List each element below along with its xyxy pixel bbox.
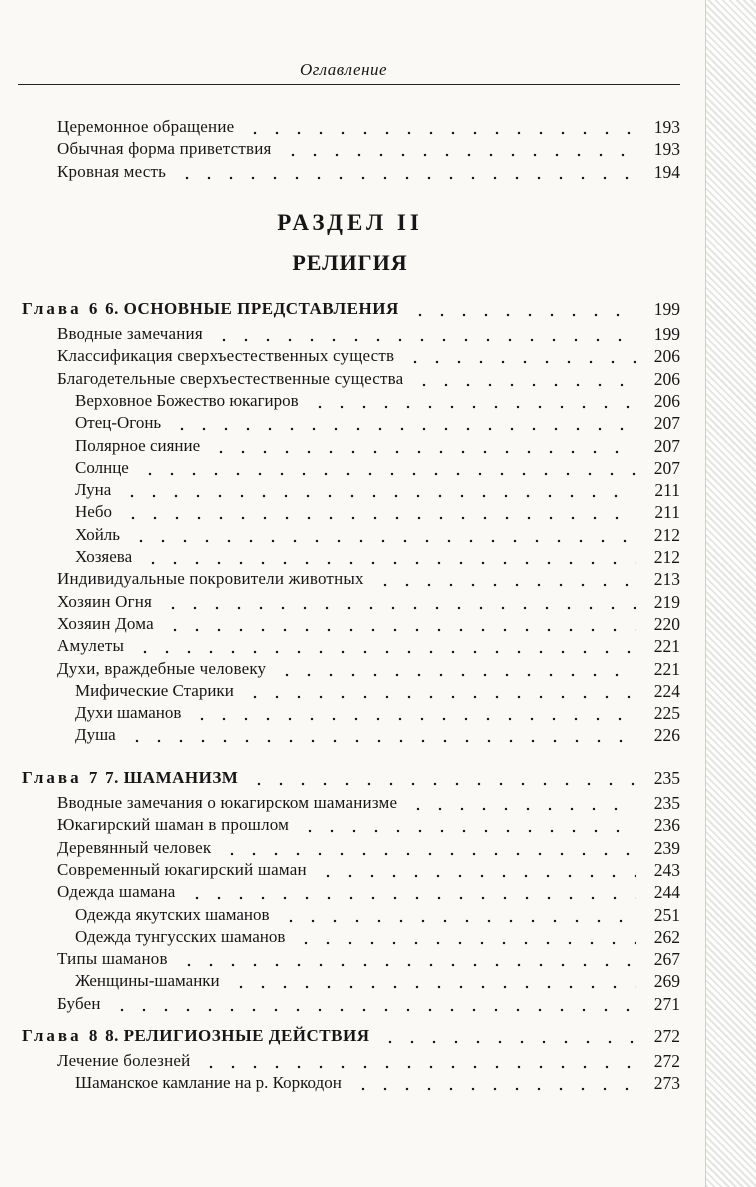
page-number: 236 bbox=[653, 815, 680, 836]
entry-title: Небо bbox=[75, 501, 118, 523]
leader-dots bbox=[191, 702, 635, 724]
entry-title: Индивидуальные покровители животных bbox=[57, 568, 370, 590]
leader-dots bbox=[244, 116, 635, 138]
entry-title: Хозяин Огня bbox=[57, 591, 158, 613]
leader-dots bbox=[130, 524, 636, 546]
page-number: 221 bbox=[653, 636, 680, 657]
toc-entry bbox=[75, 412, 680, 434]
leader-dots bbox=[276, 658, 636, 680]
toc-entry bbox=[57, 881, 680, 903]
toc-entry bbox=[57, 613, 680, 635]
toc-entry bbox=[57, 859, 680, 881]
toc-entry bbox=[75, 546, 680, 568]
page-number: 199 bbox=[653, 324, 680, 344]
entry-title: Обычная форма приветствия bbox=[57, 138, 278, 160]
page-number: 193 bbox=[653, 117, 680, 137]
toc-entry bbox=[75, 501, 680, 523]
section-title: РЕЛИГИЯ bbox=[292, 250, 408, 275]
toc-entry bbox=[57, 568, 680, 590]
page-number: 225 bbox=[653, 703, 680, 724]
page-number: 194 bbox=[653, 161, 680, 182]
leader-dots bbox=[317, 859, 636, 881]
toc-entry bbox=[57, 792, 680, 814]
leader-dots bbox=[352, 1072, 636, 1094]
toc-entry bbox=[57, 837, 680, 859]
entry-title: Одежда шамана bbox=[57, 881, 182, 903]
page-number: 193 bbox=[653, 139, 680, 160]
toc-entry bbox=[75, 390, 680, 412]
entry-title: Шаманское камлание на р. Коркодон bbox=[75, 1072, 348, 1094]
leader-dots bbox=[282, 138, 636, 160]
entry-title: Луна bbox=[75, 479, 117, 501]
leader-dots bbox=[309, 390, 636, 412]
header-rule bbox=[18, 84, 680, 85]
page-number: 224 bbox=[653, 680, 680, 701]
leader-dots bbox=[374, 568, 636, 590]
toc-entry bbox=[57, 948, 680, 970]
page-number: 207 bbox=[653, 435, 680, 456]
page-number: 213 bbox=[653, 569, 680, 590]
leader-dots bbox=[230, 970, 636, 992]
page-number: 206 bbox=[653, 390, 680, 411]
toc-entry bbox=[57, 1050, 680, 1072]
entry-title: Глава 8 8. РЕЛИГИОЗНЫЕ ДЕЙСТВИЯ bbox=[22, 1025, 375, 1047]
leader-dots bbox=[162, 591, 636, 613]
page-number: 207 bbox=[653, 457, 680, 478]
page-number: 220 bbox=[653, 613, 680, 634]
page-number: 235 bbox=[653, 768, 680, 788]
leader-dots bbox=[404, 345, 635, 367]
leader-dots bbox=[121, 479, 636, 501]
entry-title: Бубен bbox=[57, 993, 107, 1015]
toc-entry bbox=[75, 970, 680, 992]
entry-title: Глава 7 7. ШАМАНИЗМ bbox=[22, 767, 244, 789]
page-number: 211 bbox=[654, 502, 680, 523]
toc-entry bbox=[75, 724, 680, 746]
page-number: 269 bbox=[653, 971, 680, 992]
toc-entry bbox=[75, 1072, 680, 1094]
toc-entry bbox=[57, 658, 680, 680]
toc-entry bbox=[75, 479, 680, 501]
page-number: 221 bbox=[653, 658, 680, 679]
page-number: 243 bbox=[653, 859, 680, 880]
leader-dots bbox=[186, 881, 636, 903]
entry-title: Женщины-шаманки bbox=[75, 970, 226, 992]
entry-title: Хойль bbox=[75, 524, 126, 546]
page-number: 212 bbox=[653, 547, 680, 567]
entry-title: Одежда якутских шаманов bbox=[75, 904, 276, 926]
leader-dots bbox=[142, 546, 636, 568]
entry-title: Духи, враждебные человеку bbox=[57, 658, 272, 680]
toc-entry bbox=[57, 635, 680, 657]
leader-dots bbox=[178, 948, 636, 970]
leader-dots bbox=[295, 926, 635, 948]
chapter-heading bbox=[22, 767, 680, 789]
leader-dots bbox=[407, 792, 636, 814]
entry-title: Лечение болезней bbox=[57, 1050, 196, 1072]
leader-dots bbox=[244, 680, 636, 702]
running-head: Оглавление bbox=[300, 60, 388, 79]
page-number: 226 bbox=[653, 725, 680, 746]
page-number: 267 bbox=[653, 949, 680, 970]
leader-dots bbox=[379, 1025, 635, 1047]
entry-title: Духи шаманов bbox=[75, 702, 187, 724]
toc-entry bbox=[57, 368, 680, 390]
toc-entry bbox=[75, 524, 680, 546]
entry-title: Мифические Старики bbox=[75, 680, 240, 702]
page-number: 206 bbox=[653, 368, 680, 389]
entry-title: Церемонное обращение bbox=[57, 116, 240, 138]
page-number: 272 bbox=[653, 1026, 680, 1046]
leader-dots bbox=[176, 161, 636, 183]
section-number: РАЗДЕЛ II bbox=[277, 210, 423, 235]
page-edge bbox=[705, 0, 756, 1187]
leader-dots bbox=[299, 814, 636, 836]
toc-entry bbox=[75, 926, 680, 948]
entry-title: Вводные замечания bbox=[57, 323, 209, 345]
entry-title: Вводные замечания о юкагирском шаманизме bbox=[57, 792, 403, 814]
leader-dots bbox=[134, 635, 636, 657]
page-number: 211 bbox=[654, 480, 680, 501]
page-number: 273 bbox=[653, 1073, 680, 1094]
toc-entry bbox=[57, 116, 680, 138]
toc-entry bbox=[57, 323, 680, 345]
entry-title: Отец-Огонь bbox=[75, 412, 167, 434]
page-number: 219 bbox=[653, 591, 680, 612]
toc-entry bbox=[57, 993, 680, 1015]
entry-title: Глава 6 6. ОСНОВНЫЕ ПРЕДСТАВЛЕНИЯ bbox=[22, 298, 405, 320]
page-number: 262 bbox=[653, 926, 680, 947]
page-number: 272 bbox=[653, 1051, 680, 1071]
page-number: 235 bbox=[653, 793, 680, 813]
page-number: 251 bbox=[653, 904, 680, 925]
page-number: 239 bbox=[653, 837, 680, 858]
leader-dots bbox=[164, 613, 636, 635]
page-number: 271 bbox=[653, 993, 680, 1014]
leader-dots bbox=[210, 435, 636, 457]
entry-title: Одежда тунгусских шаманов bbox=[75, 926, 291, 948]
leader-dots bbox=[200, 1050, 635, 1072]
toc-entry bbox=[57, 591, 680, 613]
toc-entry bbox=[57, 345, 680, 367]
entry-title: Хозяин Дома bbox=[57, 613, 160, 635]
toc-entry bbox=[75, 904, 680, 926]
toc-entry bbox=[75, 435, 680, 457]
entry-title: Полярное сияние bbox=[75, 435, 206, 457]
leader-dots bbox=[126, 724, 636, 746]
entry-title: Юкагирский шаман в прошлом bbox=[57, 814, 295, 836]
entry-title: Амулеты bbox=[57, 635, 130, 657]
entry-title: Благодетельные сверхъестественные существа bbox=[57, 368, 409, 390]
toc-entry bbox=[57, 138, 680, 160]
entry-title: Душа bbox=[75, 724, 122, 746]
leader-dots bbox=[221, 837, 635, 859]
toc-entry bbox=[75, 457, 680, 479]
entry-title: Кровная месть bbox=[57, 161, 172, 183]
leader-dots bbox=[171, 412, 636, 434]
entry-title: Верховное Божество юкагиров bbox=[75, 390, 305, 412]
entry-title: Солнце bbox=[75, 457, 135, 479]
toc-entry bbox=[75, 680, 680, 702]
leader-dots bbox=[248, 767, 635, 789]
leader-dots bbox=[111, 993, 636, 1015]
page-number: 212 bbox=[653, 524, 680, 545]
chapter-heading bbox=[22, 298, 680, 320]
toc-entry bbox=[75, 702, 680, 724]
toc-entry bbox=[57, 814, 680, 836]
entry-title: Типы шаманов bbox=[57, 948, 174, 970]
leader-dots bbox=[280, 904, 636, 926]
leader-dots bbox=[139, 457, 636, 479]
leader-dots bbox=[213, 323, 636, 345]
leader-dots bbox=[122, 501, 636, 523]
leader-dots bbox=[409, 298, 636, 320]
page-number: 244 bbox=[653, 882, 680, 903]
toc-entry bbox=[57, 161, 680, 183]
entry-title: Современный юкагирский шаман bbox=[57, 859, 313, 881]
entry-title: Классификация сверхъестественных существ bbox=[57, 345, 400, 367]
entry-title: Деревянный человек bbox=[57, 837, 217, 859]
entry-title: Хозяева bbox=[75, 546, 138, 568]
page-number: 206 bbox=[653, 346, 680, 367]
page-number: 199 bbox=[653, 299, 680, 319]
chapter-heading bbox=[22, 1025, 680, 1047]
leader-dots bbox=[413, 368, 635, 390]
page-number: 207 bbox=[653, 413, 680, 434]
